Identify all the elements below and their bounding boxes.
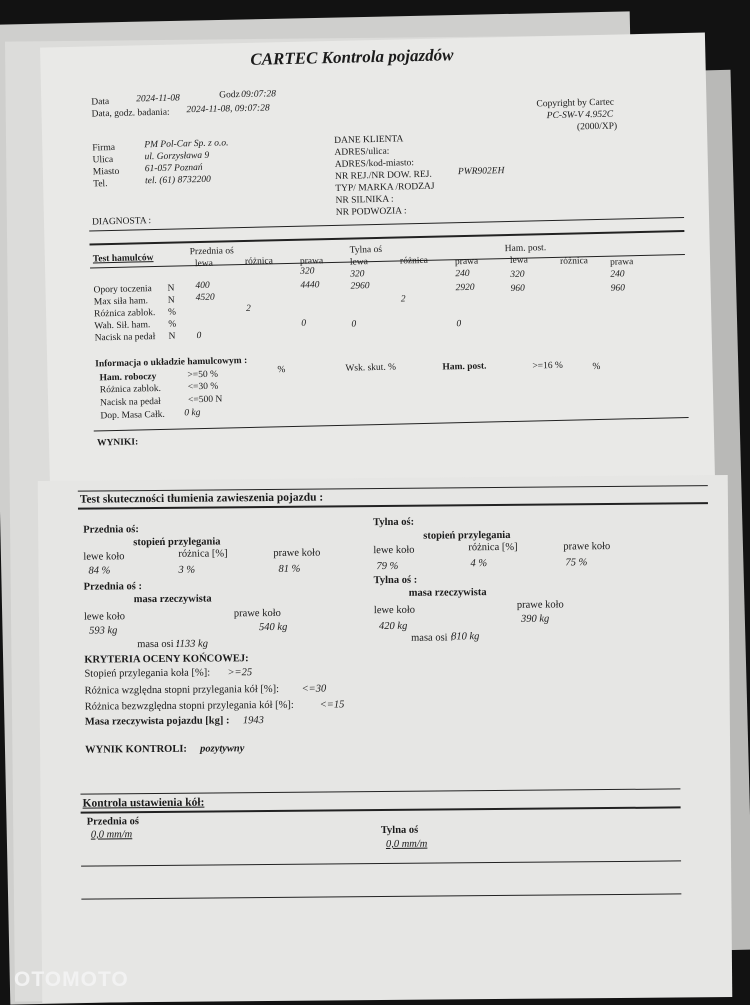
date-label: Data: [91, 97, 110, 108]
susp-rear-lewe: lewe koło: [373, 544, 415, 557]
date-value: 2024-11-08: [136, 93, 180, 105]
nacisk-value: 0: [196, 331, 202, 342]
unit-n: N: [167, 283, 175, 294]
rear-max-lewa: 2960: [350, 281, 370, 292]
unit-n: N: [168, 331, 176, 342]
mass-rear-lewe: lewe koło: [373, 604, 416, 617]
brakes-title: Test hamulców: [92, 253, 154, 265]
mass-rear-label: Tylna oś :: [373, 574, 418, 587]
row-wah: Wah. Sił. ham.: [94, 320, 151, 332]
divider: [89, 230, 684, 245]
criteria-line2-label: Różnica względna stopni przylegania kół [%]:: [84, 683, 280, 697]
front-max-prawa: 4440: [300, 280, 320, 291]
report-page-top: [40, 33, 715, 493]
nacisk-pedal-label: Nacisk na pedał: [100, 396, 161, 409]
col-roznica: różnica: [559, 256, 589, 267]
alignment-rear-label: Tylna oś: [380, 824, 419, 837]
miasto-value: 61-057 Poznań: [144, 162, 203, 175]
divider: [81, 893, 681, 899]
unit-n: N: [167, 295, 175, 306]
criteria-line3-value: <=15: [319, 699, 345, 711]
suspension-title: Test skuteczności tłumienia zawieszenia pojazdu :: [79, 491, 324, 506]
mass-front-masa: masa rzeczywista: [133, 593, 212, 606]
result-value: pozytywny: [200, 743, 245, 755]
client-address-city: ADRES/kod-miasto:: [334, 158, 415, 170]
divider: [90, 254, 685, 268]
client-registration-label: NR REJ./NR DOW. REJ.: [334, 169, 432, 182]
front-opory-lewa: 400: [195, 280, 210, 292]
mass-front-lewe: lewe koło: [83, 611, 126, 623]
dop-masa-label: Dop. Masa Całk.: [100, 409, 165, 422]
susp-rear-prawe-value: 75 %: [565, 557, 588, 569]
rear-wah-prawa: 0: [456, 319, 462, 330]
alignment-front-label: Przednia oś: [86, 816, 139, 828]
criteria-line2-value: <=30: [301, 683, 327, 695]
client-type-label: TYP/ MARKA /RODZAJ: [335, 181, 435, 194]
divider: [81, 860, 681, 866]
rear-axle-header: Tylna oś: [349, 244, 383, 256]
criteria-line4-label: Masa rzeczywista pojazdu [kg] :: [84, 715, 230, 728]
row-opory: Opory toczenia: [93, 284, 152, 296]
client-address-street: ADRES/ulica:: [334, 146, 390, 158]
col-roznica: różnica: [399, 255, 429, 267]
rear-wah-lewa: 0: [351, 319, 357, 330]
dop-masa-value: 0 kg: [184, 408, 201, 419]
susp-front-roznica: różnica [%]: [178, 548, 228, 560]
result-label: WYNIK KONTROLI:: [85, 743, 187, 756]
rear-max-prawa: 2920: [455, 282, 475, 294]
col-lewa: lewa: [509, 255, 529, 266]
susp-front-roznica-value: 3 %: [178, 564, 196, 576]
rear-opory-lewa: 320: [350, 269, 365, 280]
col-prawa: prawa: [609, 257, 634, 268]
susp-rear-label: Tylna oś:: [373, 516, 415, 529]
mass-front-label: Przednia oś :: [83, 581, 143, 593]
tel-value: tel. (61) 8732200: [144, 174, 211, 187]
criteria-line1-value: >=25: [227, 667, 253, 679]
mass-rear-prawe-value: 390 kg: [520, 613, 550, 625]
mass-front-prawe-value: 540 kg: [258, 621, 288, 634]
pct-label: %: [277, 365, 286, 376]
ham-post-value: >=16 %: [532, 360, 564, 372]
susp-front-lewe: lewe koło: [83, 551, 125, 563]
unit-pct: %: [167, 307, 177, 318]
diagnosta-label: DIAGNOSTA :: [91, 216, 152, 228]
ulica-label: Ulica: [92, 154, 114, 166]
copyright-line1: Copyright by Cartec: [536, 97, 615, 110]
copyright-line2: PC-SW-V 4.952C: [546, 109, 614, 122]
mass-rear-masa: masa rzeczywista: [408, 587, 487, 599]
park-prawa-2: 960: [610, 283, 626, 294]
ham-roboczy-value: >=50 %: [187, 369, 219, 381]
row-max: Max siła ham.: [93, 296, 149, 308]
firma-value: PM Pol-Car Sp. z o.o.: [144, 138, 229, 151]
row-roznica: Różnica zablok.: [93, 308, 156, 320]
wsk-skut-label: Wsk. skut. %: [345, 362, 397, 374]
divider: [80, 788, 680, 794]
susp-rear-stopien: stopień przylegania: [423, 529, 511, 542]
alignment-rear-value: 0,0 mm/m: [385, 838, 428, 850]
park-lewa-1: 320: [510, 269, 525, 280]
col-lewa: lewa: [194, 258, 214, 270]
roznica-zablok-label: Różnica zablok.: [99, 383, 162, 396]
nacisk-pedal-value: <=500 N: [187, 394, 223, 406]
mass-front-lewe-value: 593 kg: [88, 625, 118, 637]
wyniki-label: WYNIKI:: [96, 437, 139, 449]
time-label: Godz: [219, 90, 240, 101]
park-lewa-2: 960: [510, 283, 525, 294]
criteria-line4-value: 1943: [242, 715, 264, 727]
front-wah-prawa: 0: [301, 318, 307, 329]
criteria-line1-label: Stopień przylegania koła [%]:: [84, 667, 211, 680]
susp-rear-prawe: prawe koło: [563, 541, 611, 553]
mass-front-prawe: prawe koło: [233, 607, 281, 620]
mass-front-osi-value: 1133 kg: [175, 638, 208, 650]
front-opory-prawa: 320: [300, 266, 315, 277]
unit-pct: %: [168, 319, 177, 330]
divider: [78, 485, 708, 491]
susp-front-lewe-value: 84 %: [88, 565, 111, 577]
report-title: CARTEC Kontrola pojazdów: [250, 45, 454, 69]
datetime-value: 2024-11-08, 09:07:28: [186, 103, 270, 116]
client-engine-label: NR SILNIKA :: [335, 194, 394, 206]
miasto-label: Miasto: [92, 166, 120, 178]
ham-roboczy-label: Ham. roboczy: [99, 372, 157, 384]
col-prawa: prawa: [454, 256, 479, 268]
mass-rear-osi-value: 810 kg: [451, 631, 480, 643]
criteria-line3-label: Różnica bezwzględna stopni przylegania kół [%]:: [84, 699, 294, 713]
otomoto-watermark: OTOMOTO: [14, 968, 129, 991]
susp-front-prawe: prawe koło: [273, 547, 321, 559]
time-value: 09:07:28: [241, 89, 277, 101]
mass-rear-prawe: prawe koło: [516, 599, 564, 611]
susp-front-prawe-value: 81 %: [278, 563, 301, 575]
col-roznica: różnica: [244, 256, 274, 268]
col-lewa: lewa: [349, 257, 369, 268]
client-header: DANE KLIENTA: [334, 134, 404, 146]
susp-rear-lewe-value: 79 %: [376, 560, 399, 573]
col-prawa: prawa: [299, 256, 324, 267]
ham-post-label: Ham. post.: [442, 361, 487, 373]
pct-label: %: [592, 361, 601, 373]
susp-rear-roznica: różnica [%]: [468, 541, 518, 554]
row-nacisk: Nacisk na pedał: [94, 332, 156, 344]
firma-label: Firma: [92, 142, 116, 154]
ulica-value: ul. Gorzysława 9: [144, 150, 210, 163]
mass-front-osi-label: masa osi :: [137, 638, 180, 651]
susp-rear-roznica-value: 4 %: [470, 558, 488, 570]
park-brake-header: Ham. post.: [504, 243, 547, 255]
client-registration-value: PWR902EH: [457, 166, 505, 178]
front-axle-header: Przednia oś: [189, 246, 234, 258]
criteria-title: KRYTERIA OCENY KOŃCOWEJ:: [84, 653, 249, 666]
client-chassis-label: NR PODWOZIA :: [335, 206, 407, 218]
copyright-line3: (2000/XP): [576, 121, 618, 133]
divider: [94, 417, 689, 431]
tel-label: Tel.: [93, 179, 108, 190]
susp-front-stopien: stopień przylegania: [133, 536, 221, 549]
roznica-zablok-value: <=30 %: [187, 381, 219, 393]
alignment-title: Kontrola ustawienia kół:: [82, 796, 205, 810]
alignment-front-value: 0,0 mm/m: [90, 829, 133, 841]
park-prawa-1: 240: [610, 269, 625, 280]
datetime-label: Data, godz. badania:: [91, 107, 170, 120]
mass-rear-lewe-value: 420 kg: [378, 620, 408, 633]
rear-roznica: 2: [400, 294, 406, 305]
divider: [89, 217, 684, 231]
front-max-lewa: 4520: [195, 292, 215, 304]
rear-opory-prawa: 240: [455, 268, 470, 280]
mass-rear-osi-label: masa osi :: [411, 632, 454, 644]
info-title: Informacja o układzie hamulcowym :: [95, 355, 248, 370]
front-roznica: 2: [245, 303, 251, 314]
susp-front-label: Przednia oś:: [83, 524, 139, 536]
report-page-bottom: [38, 475, 733, 1003]
